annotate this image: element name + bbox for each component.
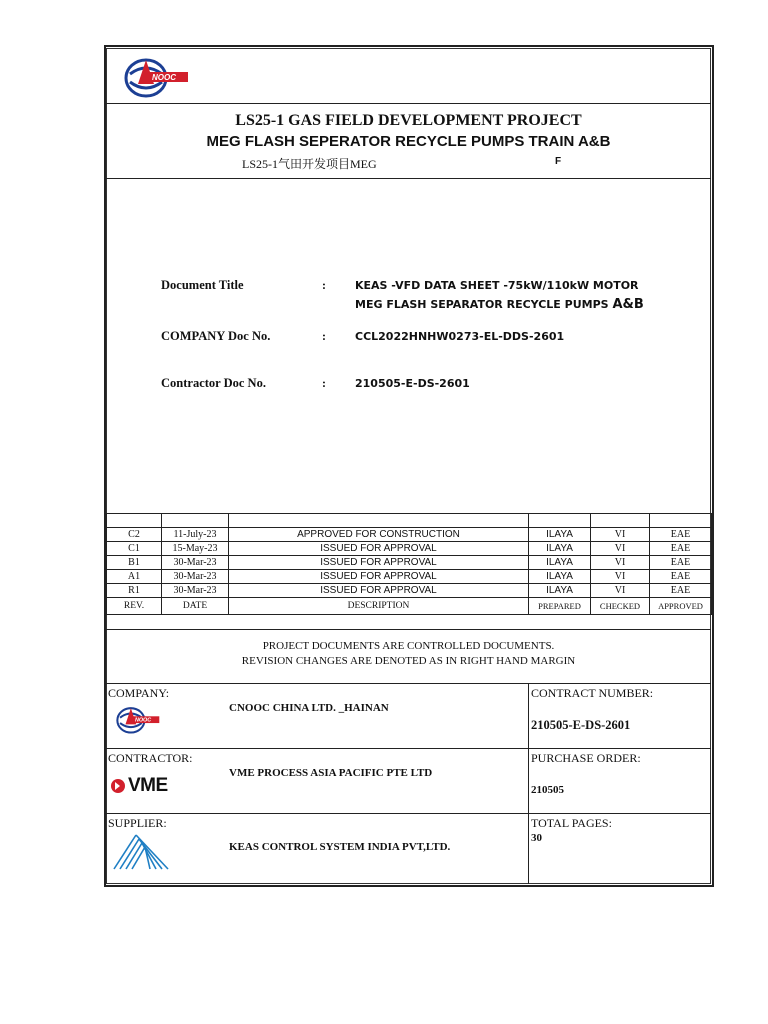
document-title-line1: KEAS -VFD DATA SHEET -75kW/110kW MOTOR: [355, 279, 639, 292]
contractor-name: VME PROCESS ASIA PACIFIC PTE LTD: [229, 767, 433, 779]
revision-table: [106, 513, 712, 615]
total-pages-label: TOTAL PAGES:: [531, 816, 612, 830]
table-row: [107, 556, 712, 570]
company-doc-number: CCL2022HNHW0273-EL-DDS-2601: [355, 330, 565, 343]
revision-description-cell: ISSUED FOR APPROVAL: [229, 542, 529, 556]
contract-number: 210505-E-DS-2601: [531, 718, 631, 732]
revision-checked-cell: VI: [591, 542, 650, 556]
contractor-label: CONTRACTOR:: [108, 751, 193, 765]
colon: :: [322, 329, 326, 343]
revision-header-description: DESCRIPTION: [229, 598, 529, 615]
vme-logo-text: VME: [128, 775, 168, 796]
divider: [106, 683, 711, 684]
keas-logo: [112, 831, 170, 871]
supplier-label: SUPPLIER:: [108, 816, 167, 830]
colon: :: [322, 376, 326, 390]
revision-header-row: [107, 598, 712, 615]
revision-date-cell: 15-May-23: [162, 542, 229, 556]
revision-rev-cell: R1: [107, 584, 162, 598]
table-row: [107, 528, 712, 542]
cnooc-logo: [116, 699, 162, 739]
revision-prepared-cell: ILAYA: [529, 528, 591, 542]
revision-approved-cell: EAE: [650, 570, 712, 584]
contract-number-label: CONTRACT NUMBER:: [531, 686, 654, 700]
divider: [106, 178, 711, 179]
svg-text:NOOC: NOOC: [134, 717, 152, 724]
divider: [106, 103, 711, 104]
document-subtitle: MEG FLASH SEPERATOR RECYCLE PUMPS TRAIN A&B: [206, 133, 611, 150]
contractor-doc-label: Contractor Doc No.: [161, 376, 266, 390]
revision-approved-cell: EAE: [650, 556, 712, 570]
divider: [106, 748, 711, 749]
notice-line1: PROJECT DOCUMENTS ARE CONTROLLED DOCUMENTS.: [262, 640, 555, 652]
purchase-order-number: 210505: [531, 784, 564, 796]
revision-header-prepared: PREPARED: [529, 598, 591, 615]
revision-date-cell: 11-July-23: [162, 528, 229, 542]
revision-checked-cell: VI: [591, 570, 650, 584]
revision-checked-cell: VI: [591, 584, 650, 598]
divider: [106, 813, 711, 814]
document-title-label: Document Title: [161, 278, 244, 292]
column-divider: [528, 683, 529, 884]
company-label: COMPANY:: [108, 686, 170, 700]
revision-prepared-cell: ILAYA: [529, 570, 591, 584]
chinese-title: LS25-1气田开发项目MEG: [242, 157, 377, 171]
revision-date-cell: 30-Mar-23: [162, 584, 229, 598]
revision-rev-cell: C1: [107, 542, 162, 556]
revision-header-rev: REV.: [107, 598, 162, 615]
purchase-order-label: PURCHASE ORDER:: [531, 751, 641, 765]
revision-checked-cell: VI: [591, 556, 650, 570]
document-title-line2-suffix: A&B: [612, 297, 644, 312]
svg-text:NOOC: NOOC: [152, 73, 176, 82]
revision-approved-cell: EAE: [650, 584, 712, 598]
revision-date-cell: 30-Mar-23: [162, 556, 229, 570]
revision-header-date: DATE: [162, 598, 229, 615]
table-row: [107, 542, 712, 556]
revision-prepared-cell: ILAYA: [529, 542, 591, 556]
company-doc-label: COMPANY Doc No.: [161, 329, 271, 343]
table-row: [107, 570, 712, 584]
notice-line2: REVISION CHANGES ARE DENOTED AS IN RIGHT HAND MARGIN: [241, 655, 576, 667]
document-title-line2: [355, 297, 644, 312]
revision-header-checked: CHECKED: [591, 598, 650, 615]
revision-rev-cell: A1: [107, 570, 162, 584]
revision-checked-cell: VI: [591, 528, 650, 542]
document-title-line2-text: MEG FLASH SEPARATOR RECYCLE PUMPS: [355, 298, 609, 311]
contractor-doc-number: 210505-E-DS-2601: [355, 377, 470, 390]
supplier-name: KEAS CONTROL SYSTEM INDIA PVT,LTD.: [229, 841, 451, 853]
revision-rev-cell: C2: [107, 528, 162, 542]
revision-rev-cell: B1: [107, 556, 162, 570]
revision-approved-cell: EAE: [650, 528, 712, 542]
revision-description-cell: ISSUED FOR APPROVAL: [229, 584, 529, 598]
divider: [106, 629, 711, 630]
revision-header-approved: APPROVED: [650, 598, 712, 615]
vme-logo: [110, 775, 180, 797]
revision-description-cell: ISSUED FOR APPROVAL: [229, 556, 529, 570]
table-row: [107, 514, 712, 528]
revision-description-cell: ISSUED FOR APPROVAL: [229, 570, 529, 584]
total-pages-value: 30: [531, 832, 542, 844]
chinese-title-suffix: F: [555, 156, 562, 167]
colon: :: [322, 278, 326, 292]
table-row: [107, 584, 712, 598]
revision-approved-cell: EAE: [650, 542, 712, 556]
cnooc-logo: [124, 54, 192, 98]
project-title: LS25-1 GAS FIELD DEVELOPMENT PROJECT: [235, 112, 582, 129]
revision-prepared-cell: ILAYA: [529, 584, 591, 598]
revision-date-cell: 30-Mar-23: [162, 570, 229, 584]
revision-prepared-cell: ILAYA: [529, 556, 591, 570]
company-name: CNOOC CHINA LTD. _HAINAN: [229, 702, 389, 714]
revision-description-cell: APPROVED FOR CONSTRUCTION: [229, 528, 529, 542]
